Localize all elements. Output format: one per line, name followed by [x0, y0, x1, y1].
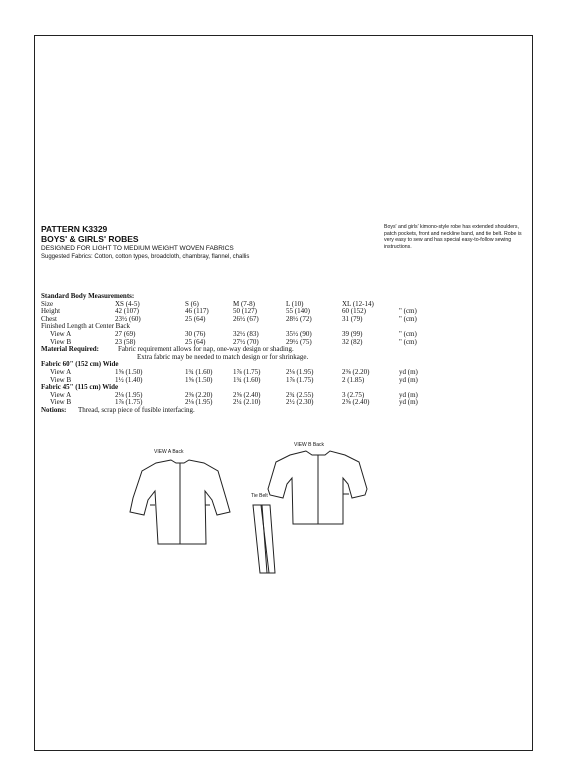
- cell: 42 (107): [115, 307, 139, 316]
- robe-description: Boys' and girls' kimono-style robe has extended shoulders, patch pockets, front and neckline band, and tie belt. Robe is very easy to sew and has special easy-to-follow sewing instructions.: [384, 224, 522, 250]
- row-label: Height: [41, 307, 61, 316]
- size-xl: XL (12-14): [342, 299, 374, 308]
- unit: yd (m): [399, 375, 418, 384]
- cell: 2⅜ (2.20): [185, 390, 213, 399]
- unit: yd (m): [399, 398, 418, 407]
- row-label: View A: [50, 329, 72, 338]
- notions-label: Notions:: [41, 405, 67, 414]
- cell: 2¼ (2.10): [233, 398, 261, 407]
- cell: 25 (64): [185, 314, 206, 323]
- size-m: M (7-8): [233, 299, 255, 308]
- row-label: View A: [50, 367, 72, 376]
- row-label: View A: [50, 390, 72, 399]
- cell: 27½ (70): [233, 337, 259, 346]
- material-label: Material Required:: [41, 345, 99, 354]
- tie-belt-label: Tie Belt: [251, 493, 268, 499]
- view-b-label: VIEW B Back: [294, 442, 325, 448]
- unit: " (cm): [399, 307, 417, 316]
- cell: 23 (58): [115, 337, 136, 346]
- cell: 27 (69): [115, 329, 136, 338]
- pattern-design-note: DESIGNED FOR LIGHT TO MEDIUM WEIGHT WOVEN FABRICS: [41, 245, 234, 252]
- cell: 3 (2.75): [342, 390, 365, 399]
- size-xs: XS (4-5): [115, 299, 140, 308]
- cell: 1⅝ (1.50): [115, 367, 143, 376]
- cell: 2⅝ (2.40): [342, 398, 370, 407]
- unit: " (cm): [399, 314, 417, 323]
- suggested-fabrics: Suggested Fabrics: Cotton, cotton types, broadcloth, chambray, flannel, challis: [41, 254, 250, 260]
- cell: 1⅞ (1.75): [286, 375, 314, 384]
- fabric-45-heading: Fabric 45" (115 cm) Wide: [41, 383, 119, 392]
- cell: 60 (152): [342, 307, 366, 316]
- pattern-number: PATTERN K3329: [41, 224, 108, 234]
- material-note-extra: Extra fabric may be needed to match design or for shrinkage.: [137, 352, 309, 361]
- size-s: S (6): [185, 299, 199, 308]
- measurements-heading: Standard Body Measurements:: [41, 292, 135, 300]
- view-a-label: VIEW A Back: [154, 449, 184, 455]
- finished-length-heading: Finished Length at Center Back: [41, 322, 131, 331]
- cell: 46 (117): [185, 307, 209, 316]
- cell: 31 (79): [342, 314, 363, 323]
- cell: 55 (140): [286, 307, 310, 316]
- cell: 32½ (83): [233, 329, 259, 338]
- tie-belt-drawing: [253, 505, 275, 573]
- cell: 1¾ (1.60): [185, 367, 213, 376]
- size-label: Size: [41, 299, 54, 308]
- cell: 25 (64): [185, 337, 206, 346]
- cell: 2½ (2.30): [286, 398, 314, 407]
- cell: 1½ (1.40): [115, 375, 143, 384]
- cell: 1⅞ (1.75): [233, 367, 261, 376]
- row-label: View B: [50, 375, 72, 384]
- size-l: L (10): [286, 299, 304, 308]
- cell: 1⅞ (1.75): [115, 398, 143, 407]
- unit: " (cm): [399, 329, 417, 338]
- cell: 2⅝ (2.40): [233, 390, 261, 399]
- cell: 1⅝ (1.50): [185, 375, 213, 384]
- view-a-back-drawing: [130, 460, 230, 544]
- material-note: Fabric requirement allows for nap, one-way design or shading.: [118, 345, 294, 354]
- pattern-title: BOYS' & GIRLS' ROBES: [41, 234, 139, 244]
- cell: 2 (1.85): [342, 375, 365, 384]
- cell: 1¾ (1.60): [233, 375, 261, 384]
- cell: 2⅛ (1.95): [185, 398, 213, 407]
- cell: 30 (76): [185, 329, 206, 338]
- row-label: View B: [50, 337, 72, 346]
- notions-text: Thread, scrap piece of fusible interfacing.: [78, 405, 195, 414]
- cell: 26½ (67): [233, 314, 259, 323]
- cell: 2⅜ (2.20): [342, 367, 370, 376]
- unit: " (cm): [399, 337, 417, 346]
- cell: 23½ (60): [115, 314, 141, 323]
- view-b-back-drawing: [268, 451, 367, 524]
- cell: 28½ (72): [286, 314, 312, 323]
- cell: 2⅛ (1.95): [286, 367, 314, 376]
- cell: 32 (82): [342, 337, 363, 346]
- cell: 35½ (90): [286, 329, 312, 338]
- cell: 2¾ (2.55): [286, 390, 314, 399]
- cell: 39 (99): [342, 329, 363, 338]
- row-label: Chest: [41, 314, 57, 323]
- unit: yd (m): [399, 367, 418, 376]
- fabric-60-heading: Fabric 60" (152 cm) Wide: [41, 360, 119, 369]
- cell: 29½ (75): [286, 337, 312, 346]
- unit: yd (m): [399, 390, 418, 399]
- cell: 2⅛ (1.95): [115, 390, 143, 399]
- cell: 50 (127): [233, 307, 257, 316]
- row-label: View B: [50, 398, 72, 407]
